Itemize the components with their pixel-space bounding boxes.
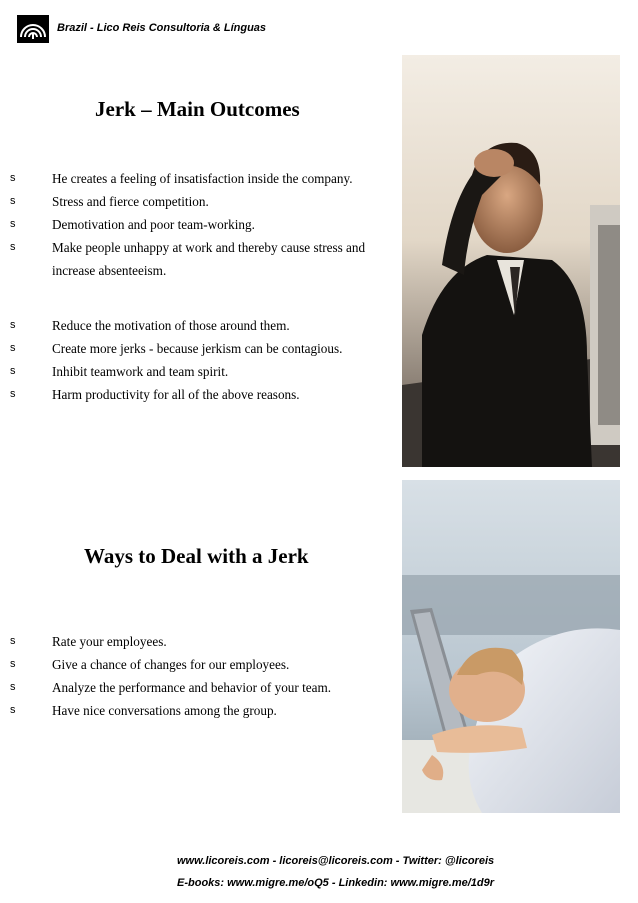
list-item: s Harm productivity for all of the above reasons. bbox=[10, 383, 407, 406]
bullet: s bbox=[10, 218, 16, 230]
list-item: s Create more jerks - because jerkism can be contagious. bbox=[10, 337, 407, 360]
bullet: s bbox=[10, 241, 16, 253]
list-item: s Demotivation and poor team-working. bbox=[10, 213, 407, 236]
bullet: s bbox=[10, 704, 16, 716]
list-item: s Analyze the performance and behavior of your team. bbox=[10, 676, 407, 699]
list-item: s Rate your employees. bbox=[10, 630, 407, 653]
bullet: s bbox=[10, 635, 16, 647]
stressed-man-photo bbox=[402, 55, 620, 467]
list-item: s Give a chance of changes for our employees. bbox=[10, 653, 407, 676]
header-company: Brazil - Lico Reis Consultoria & Línguas bbox=[57, 22, 267, 34]
list-item: s Reduce the motivation of those around them. bbox=[10, 314, 407, 337]
bullet: s bbox=[10, 388, 16, 400]
bullet: s bbox=[10, 365, 16, 377]
footer-contact-line: www.licoreis.com - licoreis@licoreis.com - Twitter: @licoreis bbox=[177, 855, 495, 867]
bullet: s bbox=[10, 319, 16, 331]
bullet: s bbox=[10, 658, 16, 670]
outcomes-list-1 bbox=[10, 167, 407, 282]
ways-list bbox=[10, 630, 407, 722]
list-item: s He creates a feeling of insatisfaction inside the company. bbox=[10, 167, 407, 190]
list-item: s Stress and fierce competition. bbox=[10, 190, 407, 213]
tired-man-laptop-photo bbox=[402, 480, 620, 813]
bullet: s bbox=[10, 342, 16, 354]
section2-title: Ways to Deal with a Jerk bbox=[84, 544, 309, 568]
footer-links-line: E-books: www.migre.me/oQ5 - Linkedin: www.migre.me/1d9r bbox=[177, 877, 495, 889]
section1-title: Jerk – Main Outcomes bbox=[95, 97, 300, 121]
broadcast-arcs-icon bbox=[17, 15, 49, 43]
outcomes-list-2 bbox=[10, 314, 407, 406]
list-item: s Inhibit teamwork and team spirit. bbox=[10, 360, 407, 383]
bullet: s bbox=[10, 195, 16, 207]
list-item: s Make people unhappy at work and thereby cause stress and increase absenteeism. bbox=[10, 236, 407, 282]
bullet: s bbox=[10, 681, 16, 693]
list-item: s Have nice conversations among the group. bbox=[10, 699, 407, 722]
bullet: s bbox=[10, 172, 16, 184]
